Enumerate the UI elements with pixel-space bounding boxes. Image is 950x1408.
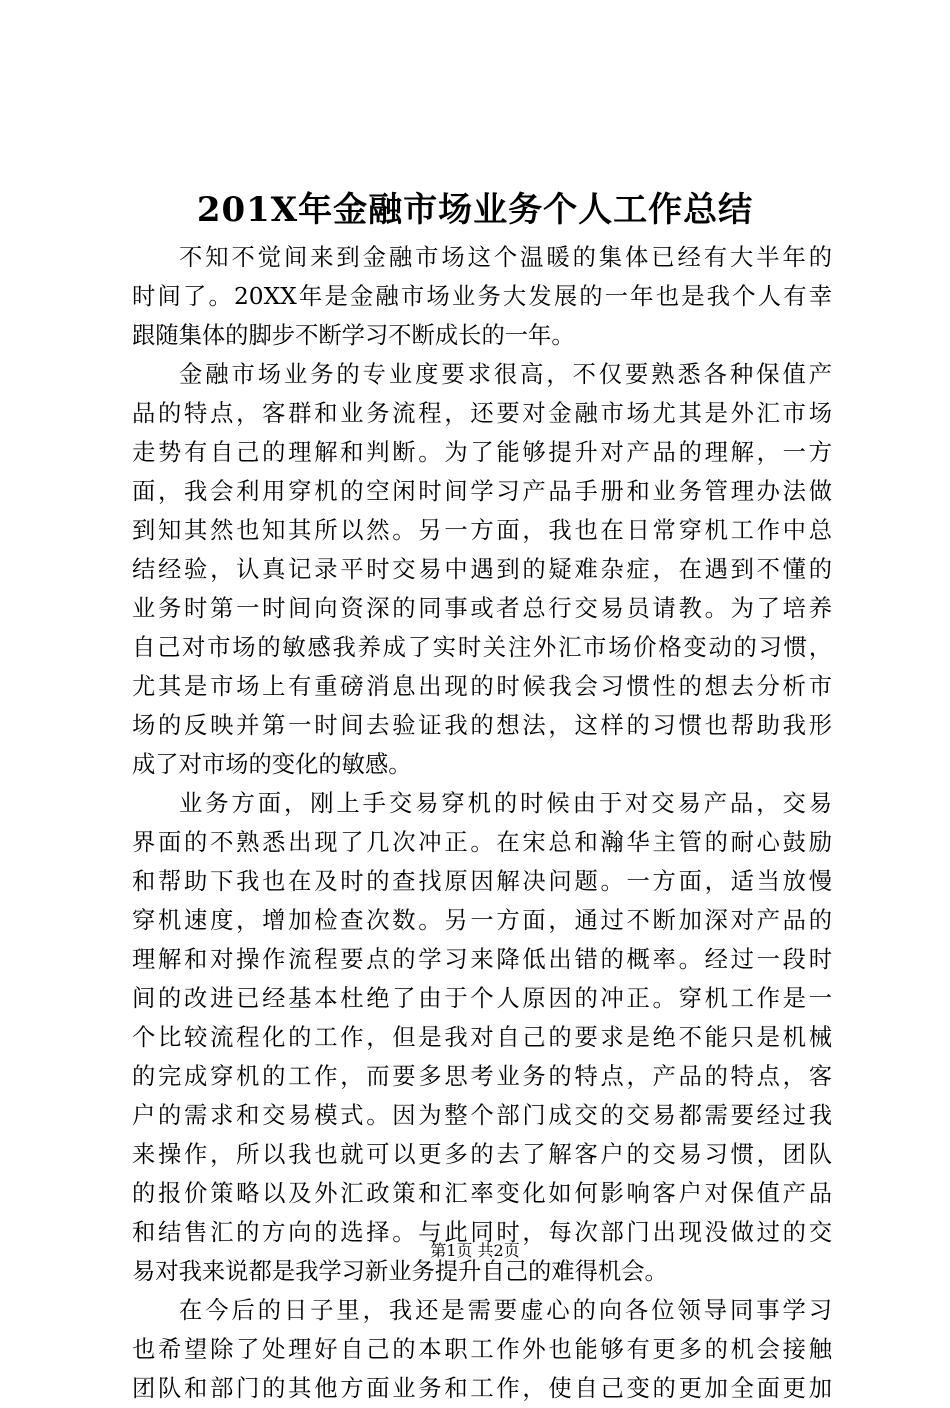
text-line: 自己对市场的敏感我养成了实时关注外汇市场价格变动的习惯， <box>132 634 832 661</box>
text-line: 穿机速度，增加检查次数。另一方面，通过不断加深对产品的 <box>132 907 832 934</box>
document-body <box>132 238 832 1408</box>
text-line: 结经验，认真记录平时交易中遇到的疑难杂症，在遇到不懂的 <box>132 556 832 583</box>
text-line: 尤其是市场上有重磅消息出现的时候我会习惯性的想去分析市 <box>132 673 832 700</box>
text-line: 成了对市场的变化的敏感。 <box>132 751 412 778</box>
document-title: 201X年金融市场业务个人工作总结 <box>196 190 754 230</box>
text-line: 场的反映并第一时间去验证我的想法，这样的习惯也帮助我形 <box>132 712 832 739</box>
text-line: 理解和对操作流程要点的学习来降低出错的概率。经过一段时 <box>132 946 832 973</box>
text-line: 跟随集体的脚步不断学习不断成长的一年。 <box>132 322 575 349</box>
text-line: 和结售汇的方向的选择。与此同时，每次部门出现没做过的交 <box>132 1219 832 1246</box>
text-line: 易对我来说都是我学习新业务提升自己的难得机会。 <box>132 1258 668 1285</box>
text-line: 业务方面，刚上手交易穿机的时候由于对交易产品，交易 <box>179 790 832 817</box>
text-line: 界面的不熟悉出现了几次冲正。在宋总和瀚华主管的耐心鼓励 <box>132 829 832 856</box>
text-line: 的完成穿机的工作，而要多思考业务的特点，产品的特点，客 <box>132 1063 832 1090</box>
text-line: 时间了。20XX年是金融市场业务大发展的一年也是我个人有幸 <box>132 283 832 310</box>
page-footer: 第1页 共2页 <box>430 1241 520 1260</box>
text-line: 不知不觉间来到金融市场这个温暖的集体已经有大半年的 <box>179 244 832 271</box>
text-line: 户的需求和交易模式。因为整个部门成交的交易都需要经过我 <box>132 1102 832 1129</box>
text-line: 在今后的日子里，我还是需要虚心的向各位领导同事学习 <box>179 1297 832 1324</box>
text-line: 的报价策略以及外汇政策和汇率变化如何影响客户对保值产品 <box>132 1180 832 1207</box>
text-line: 个比较流程化的工作，但是我对自己的要求是绝不能只是机械 <box>132 1024 832 1051</box>
text-line: 走势有自己的理解和判断。为了能够提升对产品的理解，一方 <box>132 439 832 466</box>
text-line: 面，我会利用穿机的空闲时间学习产品手册和业务管理办法做 <box>132 478 832 505</box>
text-line: 间的改进已经基本杜绝了由于个人原因的冲正。穿机工作是一 <box>132 985 832 1012</box>
text-line: 团队和部门的其他方面业务和工作，使自己变的更加全面更加 <box>132 1375 832 1402</box>
text-line: 来操作，所以我也就可以更多的去了解客户的交易习惯，团队 <box>132 1141 832 1168</box>
text-line: 也希望除了处理好自己的本职工作外也能够有更多的机会接触 <box>132 1336 832 1363</box>
text-line: 到知其然也知其所以然。另一方面，我也在日常穿机工作中总 <box>132 517 832 544</box>
text-line: 和帮助下我也在及时的查找原因解决问题。一方面，适当放慢 <box>132 868 832 895</box>
text-line: 金融市场业务的专业度要求很高，不仅要熟悉各种保值产 <box>179 361 832 388</box>
text-line: 品的特点，客群和业务流程，还要对金融市场尤其是外汇市场 <box>132 400 832 427</box>
text-line: 业务时第一时间向资深的同事或者总行交易员请教。为了培养 <box>132 595 832 622</box>
